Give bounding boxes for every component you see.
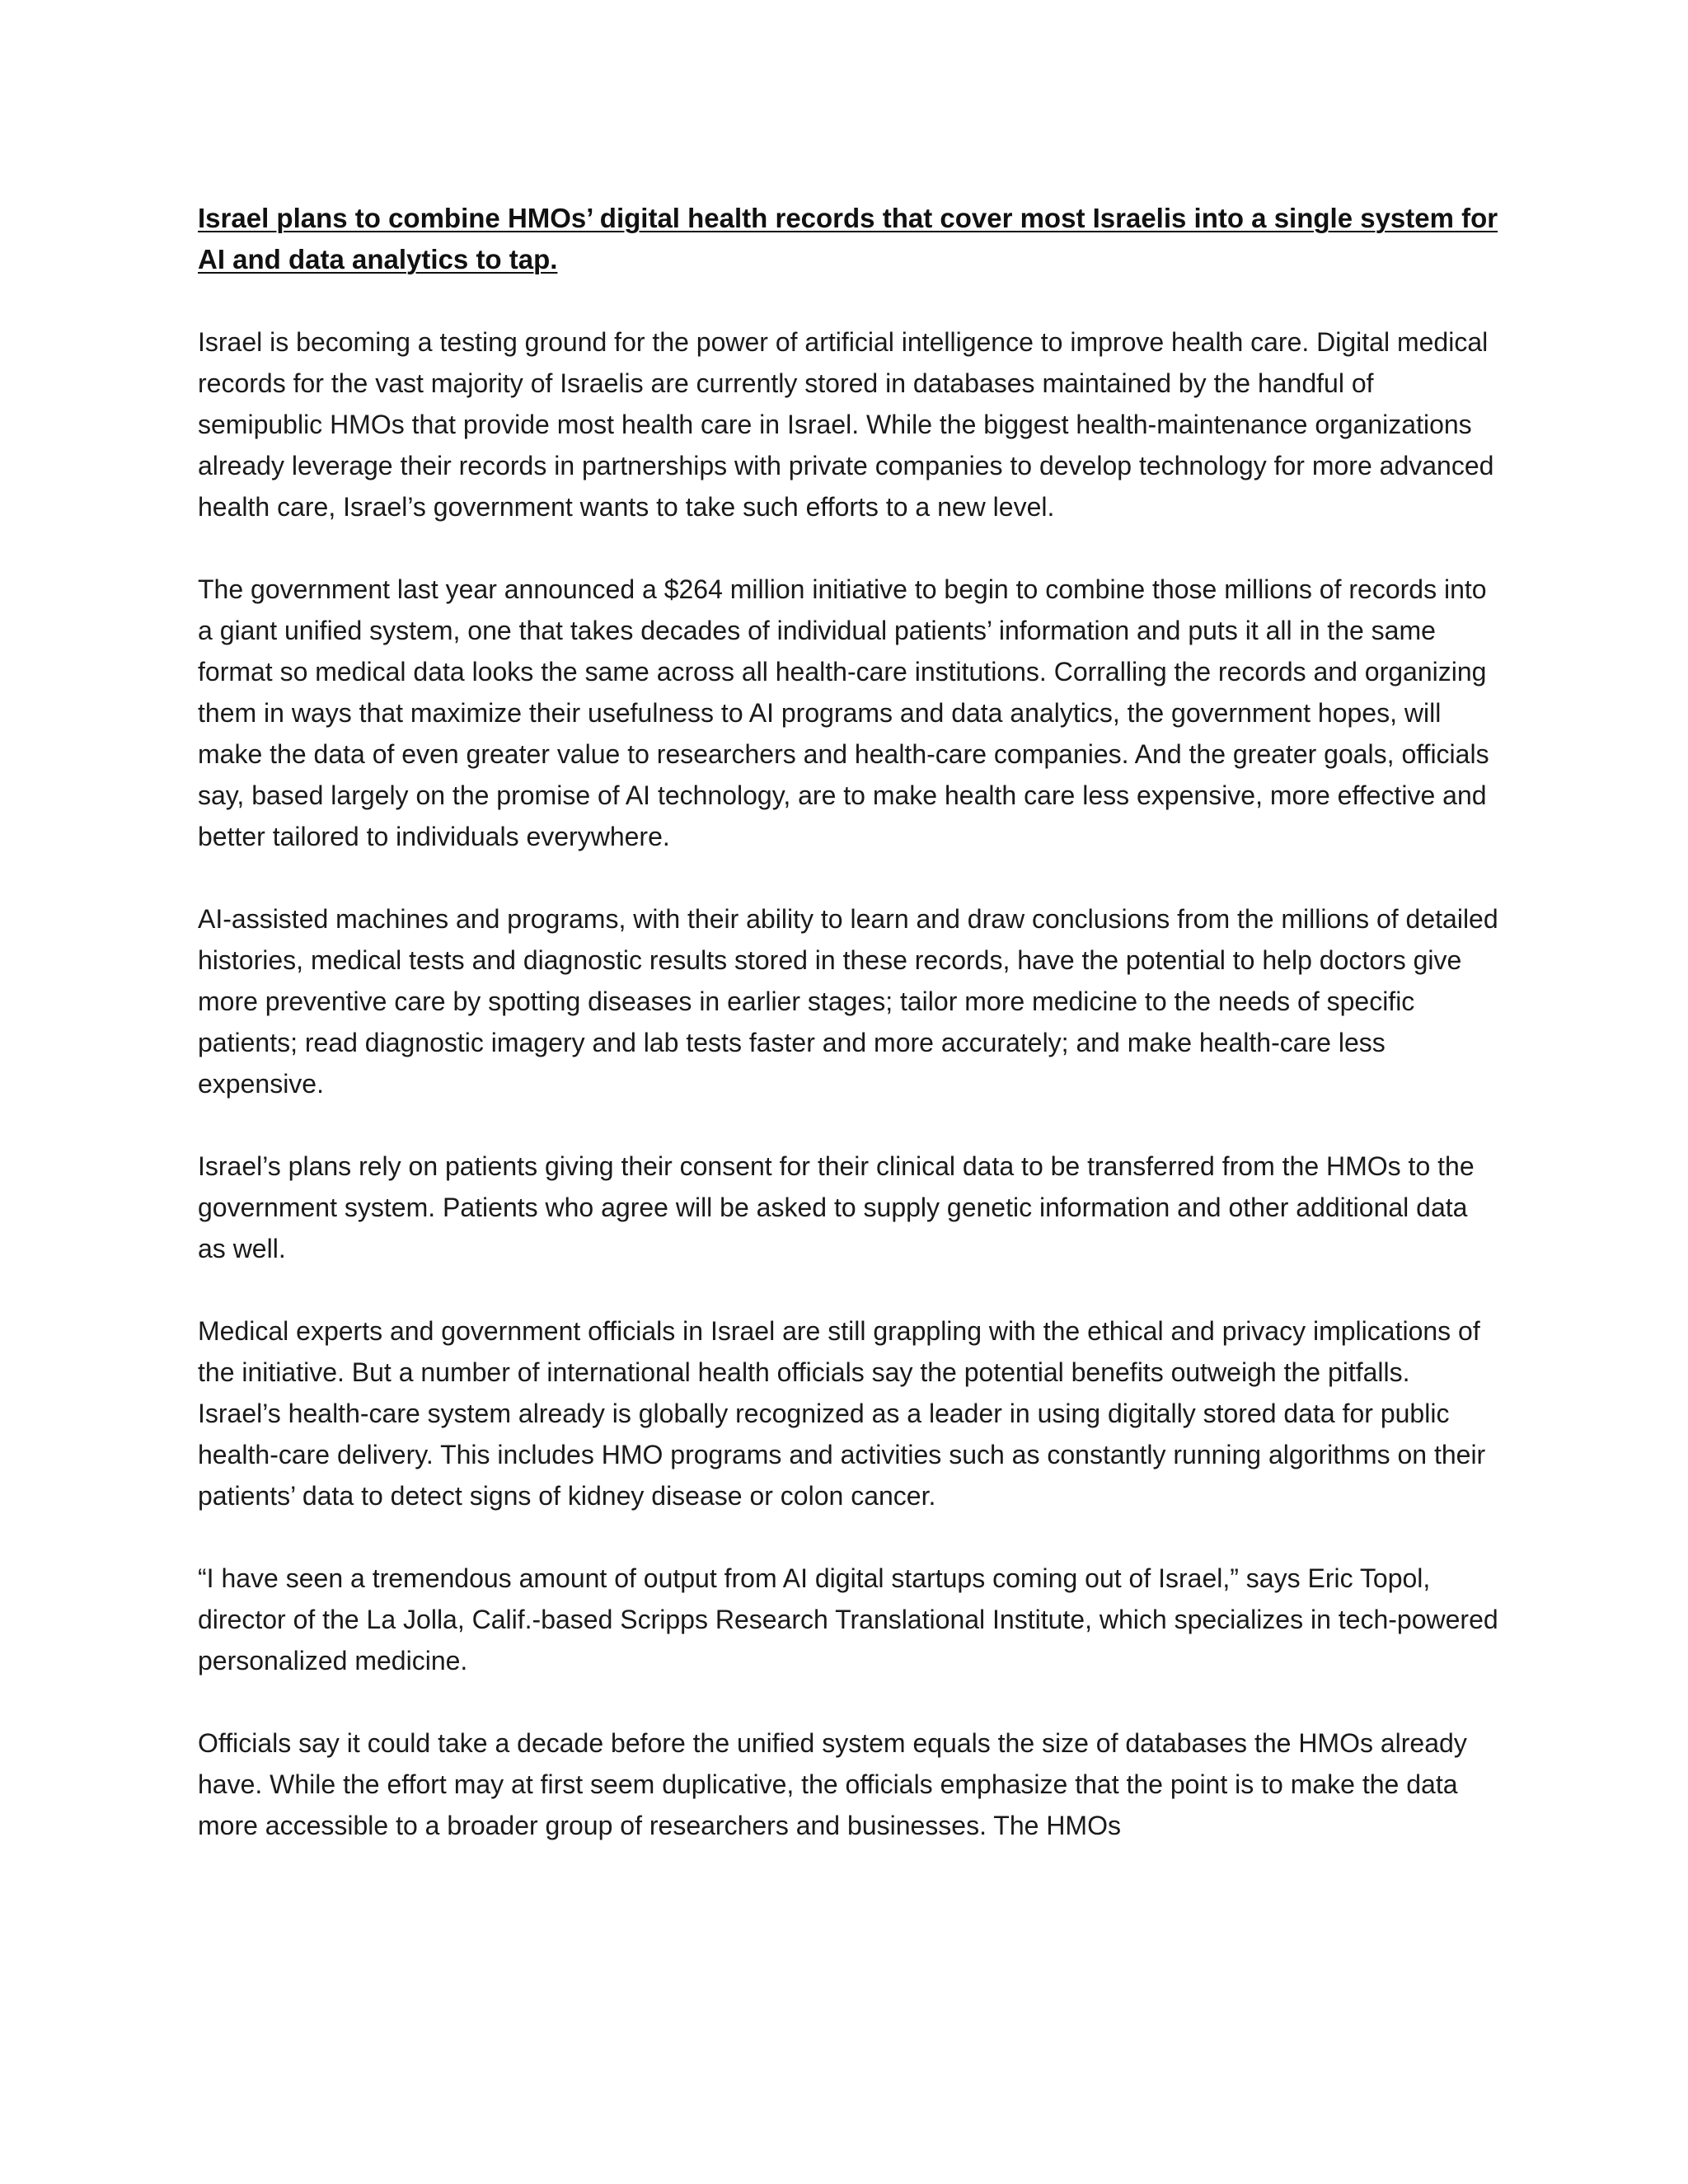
paragraph-6: “I have seen a tremendous amount of output from AI digital startups coming out of Israel,” says Eric Topol, director of the La Jolla, Calif.-based Scripps Research Translational Institute, which specializes in tech-powered personalized medicine. <box>198 1563 1498 1675</box>
paragraph-5: Medical experts and government officials in Israel are still grappling with the ethical and privacy implications of the initiative. But a number of international health officials say the potential benefits outweigh the pitfalls. Israel’s health-care system already is globally recognized as a leader in using digitally stored data for public health-care delivery. This includes HMO programs and activities such as constantly running algorithms on their patients’ data to detect signs of kidney disease or colon cancer. <box>198 1316 1486 1511</box>
paragraph-1: Israel is becoming a testing ground for the power of artificial intelligence to improve health care. Digital medical records for the vast majority of Israelis are currently stored in databases maintained by the handful of semipublic HMOs that provide most health care in Israel. While the biggest health-maintenance organizations already leverage their records in partnerships with private companies to develop technology for more advanced health care, Israel’s government wants to take such efforts to a new level. <box>198 327 1494 522</box>
paragraph-3: AI-assisted machines and programs, with their ability to learn and draw conclusions from the millions of detailed histories, medical tests and diagnostic results stored in these records, have the potential to help doctors give more preventive care by spotting diseases in earlier stages; tailor more medicine to the needs of specific patients; read diagnostic imagery and lab tests faster and more accurately; and make health-care less expensive. <box>198 904 1498 1099</box>
paragraph-2: The government last year announced a $264 million initiative to begin to combine those millions of records into a giant unified system, one that takes decades of individual patients’ information and puts it all in the same format so medical data looks the same across all health-care institutions. Corralling the records and organizing them in ways that maximize their usefulness to AI programs and data analytics, the government hopes, will make the data of even greater value to researchers and health-care companies. And the greater goals, officials say, based largely on the promise of AI technology, are to make health care less expensive, more effective and better tailored to individuals everywhere. <box>198 574 1489 851</box>
document-body <box>198 198 1500 1846</box>
paragraph-4: Israel’s plans rely on patients giving their consent for their clinical data to be transferred from the HMOs to the government system. Patients who agree will be asked to supply genetic information and other additional data as well. <box>198 1151 1475 1263</box>
paragraph-7: Officials say it could take a decade before the unified system equals the size of databases the HMOs already have. While the effort may at first seem duplicative, the officials emphasize that the point is to make the data more accessible to a broader group of researchers and businesses. The HMOs <box>198 1728 1467 1840</box>
document-title: Israel plans to combine HMOs’ digital health records that cover most Israelis into a single system for AI and data analytics to tap. <box>198 203 1498 274</box>
